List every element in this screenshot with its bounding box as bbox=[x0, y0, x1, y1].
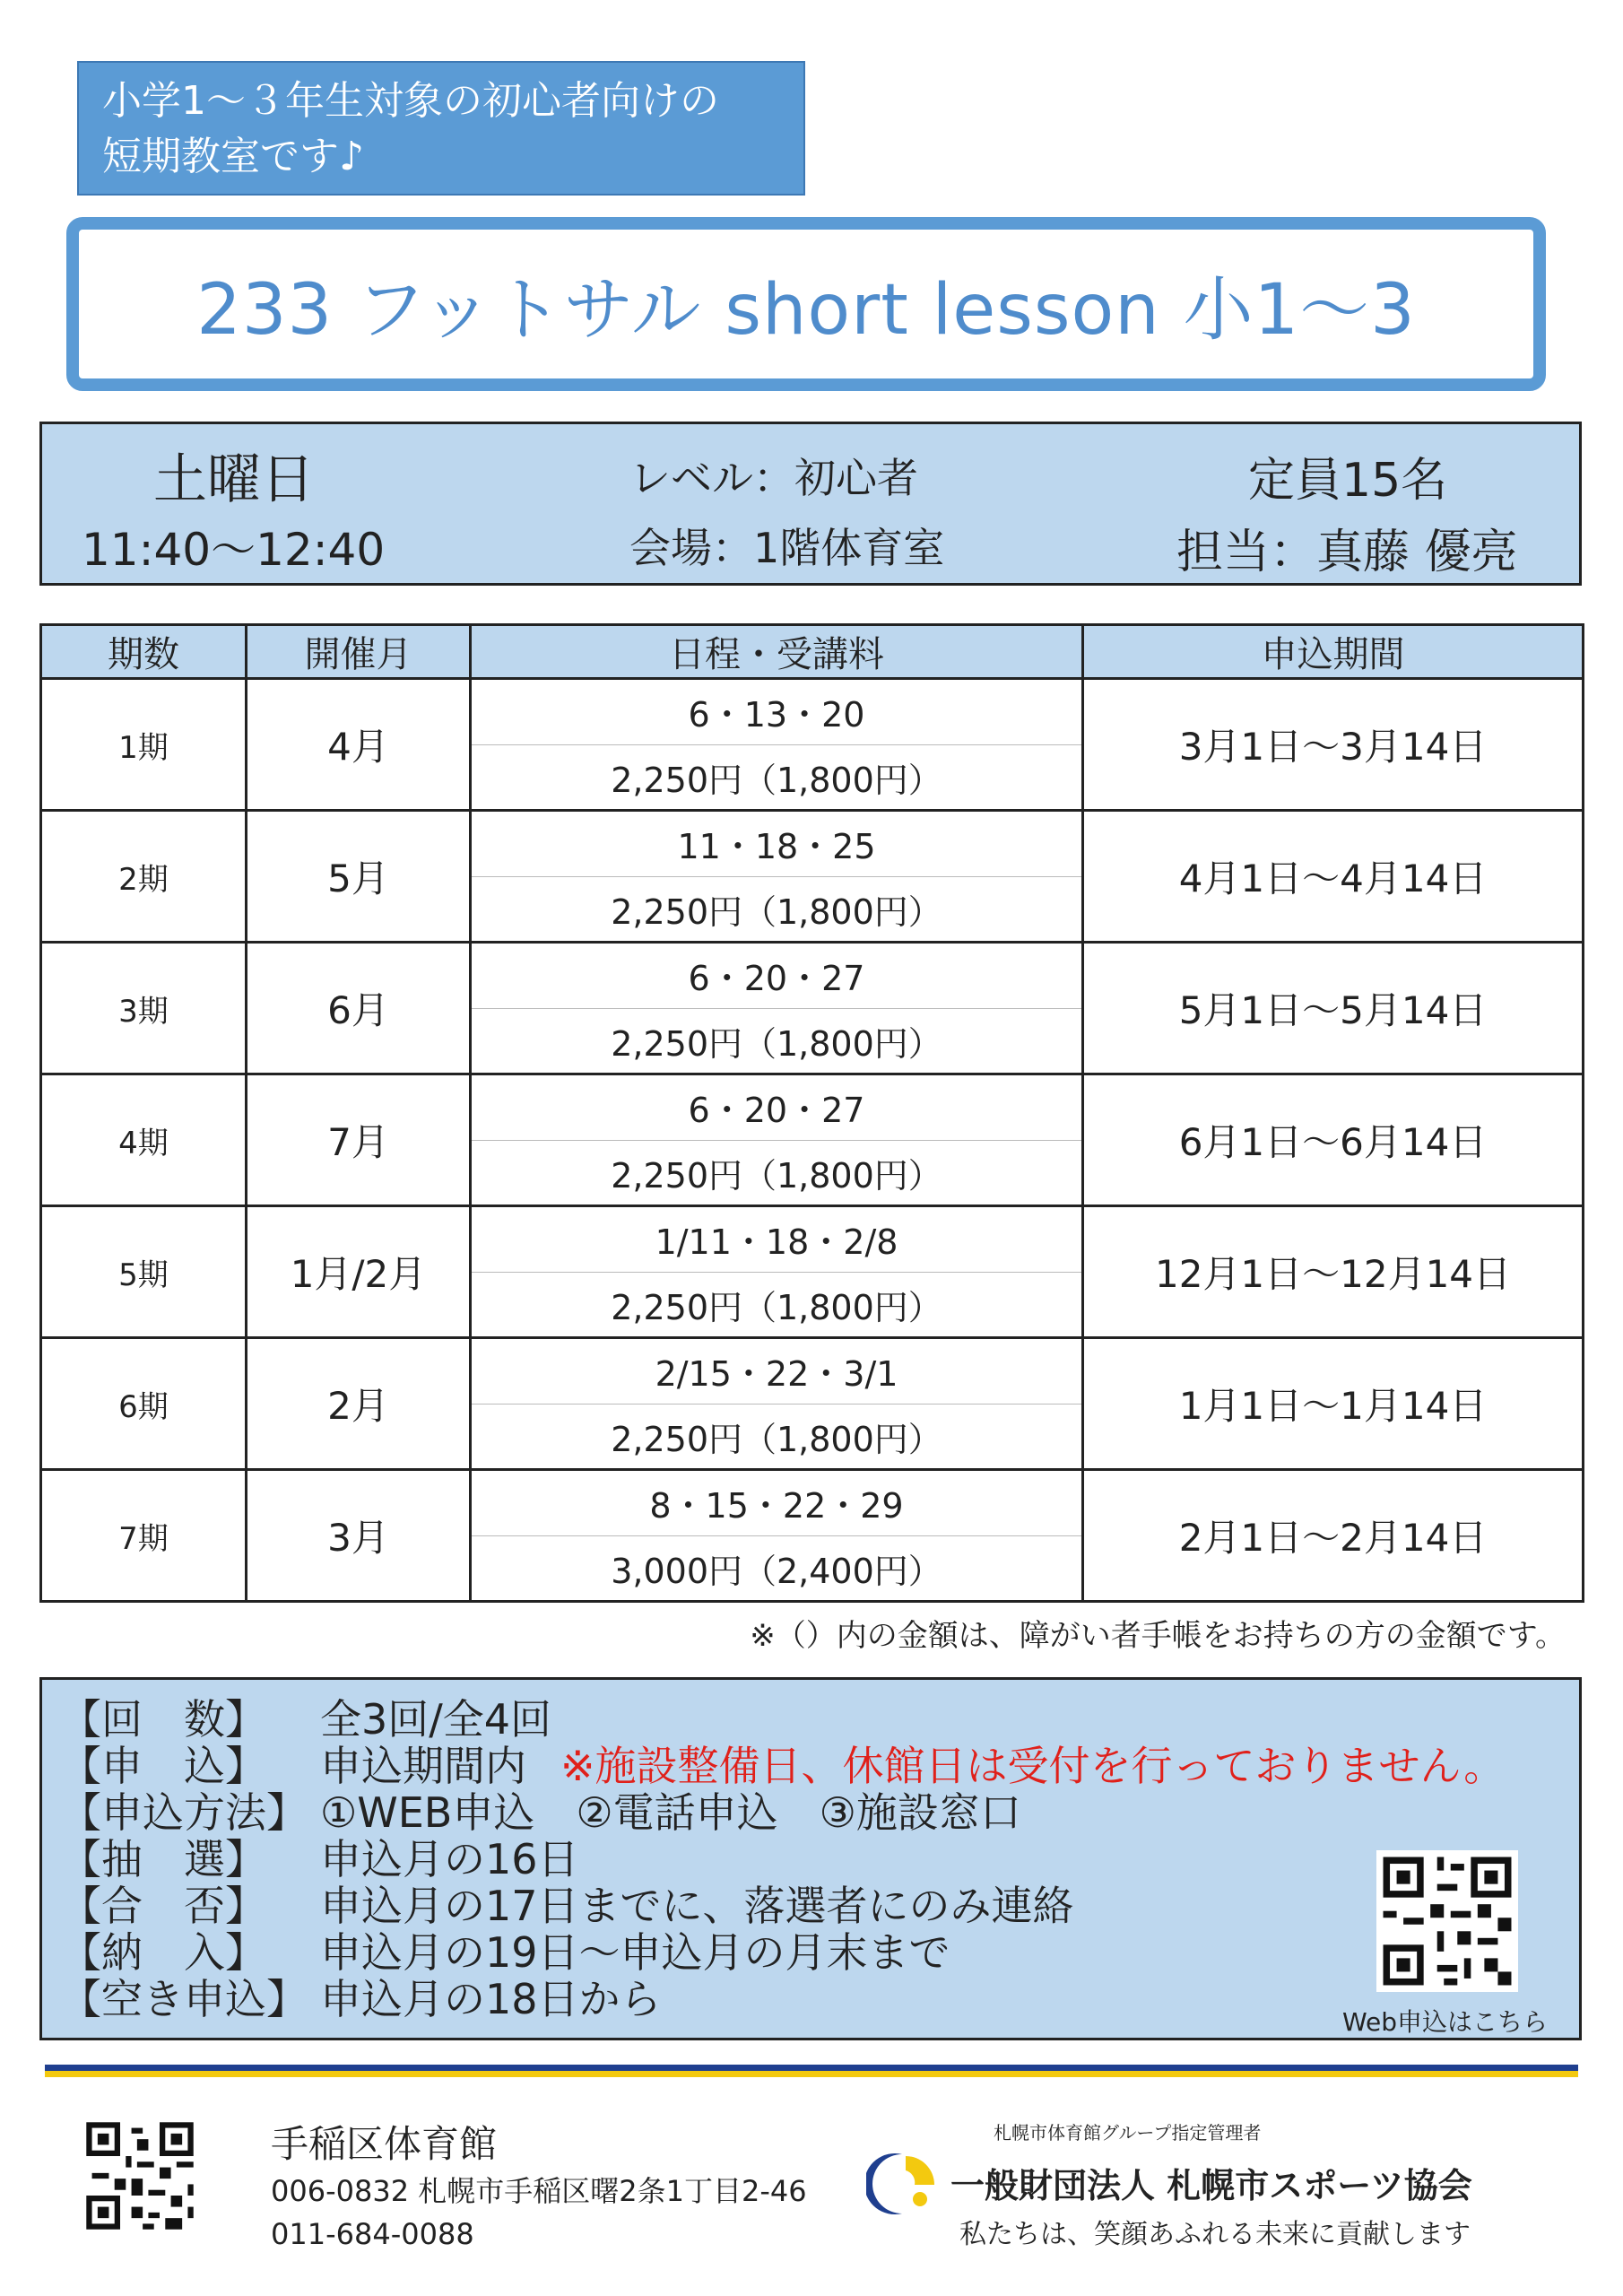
rule-label: 【申 込】 bbox=[60, 1742, 266, 1790]
rule-value: 申込月の19日～申込月の月末まで bbox=[320, 1928, 950, 1977]
table-row bbox=[41, 1206, 1584, 1338]
apply-period-cell: 1月1日～1月14日 bbox=[1083, 1338, 1584, 1470]
class-capacity: 定員15名 bbox=[1248, 454, 1448, 508]
header-term: 期数 bbox=[41, 625, 247, 679]
footer-divider-navy bbox=[45, 2065, 1578, 2071]
class-venue: 会場：1階体育室 bbox=[629, 524, 945, 572]
table-row bbox=[41, 811, 1584, 943]
schedule-fee-cell bbox=[471, 811, 1083, 943]
fee-text: 2,250円（1,800円） bbox=[611, 1287, 942, 1327]
schedule-table bbox=[39, 623, 1584, 1603]
rule-label: 【合 否】 bbox=[60, 1882, 266, 1930]
dates-text: 6・20・27 bbox=[472, 1075, 1081, 1141]
rule-value: 申込期間内 bbox=[320, 1742, 526, 1790]
dates-text: 1/11・18・2/8 bbox=[472, 1207, 1081, 1273]
month-cell: 1月/2月 bbox=[247, 1206, 471, 1338]
rule-label: 【空き申込】 bbox=[60, 1975, 308, 2023]
schedule-fee-cell bbox=[471, 1074, 1083, 1206]
dates-text: 6・20・27 bbox=[472, 944, 1081, 1009]
rule-value: 申込月の16日 bbox=[320, 1835, 579, 1883]
fee-text: 3,000円（2,400円） bbox=[611, 1551, 942, 1591]
term-cell: 3期 bbox=[41, 943, 247, 1074]
facility-qr-icon[interactable] bbox=[81, 2117, 199, 2235]
fee-text: 2,250円（1,800円） bbox=[611, 1155, 942, 1196]
month-cell: 6月 bbox=[247, 943, 471, 1074]
fee-text: 2,250円（1,800円） bbox=[611, 1419, 942, 1459]
intro-line-2: 短期教室です♪ bbox=[102, 134, 365, 179]
rule-label: 【申込方法】 bbox=[60, 1788, 308, 1837]
rule-label: 【回 数】 bbox=[60, 1695, 266, 1744]
table-row bbox=[41, 943, 1584, 1074]
rules-panel bbox=[39, 1677, 1582, 2040]
fee-text: 2,250円（1,800円） bbox=[611, 760, 942, 800]
schedule-fee-cell bbox=[471, 1338, 1083, 1470]
closed-day-warning: ※施設整備日、休館日は受付を行っておりません。 bbox=[560, 1742, 1506, 1790]
dates-text: 2/15・22・3/1 bbox=[472, 1339, 1081, 1405]
term-cell: 1期 bbox=[41, 679, 247, 811]
web-apply-caption: Web申込はこちら bbox=[1342, 2007, 1549, 2037]
organization-name: 一般財団法人 札幌市スポーツ協会 bbox=[950, 2166, 1472, 2205]
rule-value: 申込月の18日から bbox=[320, 1975, 662, 2023]
apply-period-cell: 5月1日～5月14日 bbox=[1083, 943, 1584, 1074]
rule-vacancy bbox=[60, 1967, 662, 2026]
month-cell: 3月 bbox=[247, 1470, 471, 1602]
manager-label: 札幌市体育館グループ指定管理者 bbox=[994, 2122, 1262, 2144]
rule-label: 【抽 選】 bbox=[60, 1835, 266, 1883]
month-cell: 5月 bbox=[247, 811, 471, 943]
intro-line-1: 小学1～３年生対象の初心者向けの bbox=[102, 78, 719, 124]
intro-banner bbox=[77, 61, 805, 196]
table-row bbox=[41, 1338, 1584, 1470]
apply-period-cell: 4月1日～4月14日 bbox=[1083, 811, 1584, 943]
fee-note: ※（）内の金額は、障がい者手帳をお持ちの方の金額です。 bbox=[750, 1618, 1566, 1654]
table-row bbox=[41, 679, 1584, 811]
dates-text: 8・15・22・29 bbox=[472, 1471, 1081, 1536]
term-cell: 4期 bbox=[41, 1074, 247, 1206]
class-day: 土曜日 bbox=[153, 448, 315, 511]
rule-label: 【納 入】 bbox=[60, 1928, 266, 1977]
sports-association-logo-icon bbox=[866, 2151, 938, 2217]
month-cell: 2月 bbox=[247, 1338, 471, 1470]
term-cell: 2期 bbox=[41, 811, 247, 943]
month-cell: 4月 bbox=[247, 679, 471, 811]
apply-period-cell: 12月1日～12月14日 bbox=[1083, 1206, 1584, 1338]
footer-divider-yellow bbox=[45, 2071, 1578, 2077]
facility-name: 手稲区体育館 bbox=[271, 2122, 498, 2166]
page-title: 233 フットサル short lesson 小1～3 bbox=[196, 270, 1416, 351]
class-time: 11:40～12:40 bbox=[82, 524, 386, 576]
facility-address: 006-0832 札幌市手稲区曙2条1丁目2-46 bbox=[271, 2174, 807, 2208]
class-level: レベル：初心者 bbox=[629, 454, 918, 502]
rule-value: 申込月の17日までに、落選者にのみ連絡 bbox=[320, 1882, 1074, 1930]
title-box bbox=[66, 217, 1546, 391]
term-cell: 5期 bbox=[41, 1206, 247, 1338]
table-row bbox=[41, 1470, 1584, 1602]
header-apply-period: 申込期間 bbox=[1083, 625, 1584, 679]
schedule-fee-cell bbox=[471, 943, 1083, 1074]
class-info-panel bbox=[39, 422, 1582, 586]
schedule-fee-cell bbox=[471, 679, 1083, 811]
rule-value: ①WEB申込 ②電話申込 ③施設窓口 bbox=[320, 1788, 1021, 1837]
header-schedule-fee: 日程・受講料 bbox=[471, 625, 1083, 679]
apply-period-cell: 6月1日～6月14日 bbox=[1083, 1074, 1584, 1206]
header-month: 開催月 bbox=[247, 625, 471, 679]
rule-value: 全3回/全4回 bbox=[320, 1695, 552, 1744]
schedule-fee-cell bbox=[471, 1206, 1083, 1338]
dates-text: 6・13・20 bbox=[472, 680, 1081, 745]
term-cell: 7期 bbox=[41, 1470, 247, 1602]
fee-text: 2,250円（1,800円） bbox=[611, 891, 942, 932]
term-cell: 6期 bbox=[41, 1338, 247, 1470]
table-header-row bbox=[41, 625, 1584, 679]
web-apply-qr-icon[interactable] bbox=[1376, 1850, 1518, 1992]
apply-period-cell: 2月1日～2月14日 bbox=[1083, 1470, 1584, 1602]
month-cell: 7月 bbox=[247, 1074, 471, 1206]
schedule-fee-cell bbox=[471, 1470, 1083, 1602]
dates-text: 11・18・25 bbox=[472, 812, 1081, 877]
table-row bbox=[41, 1074, 1584, 1206]
organization-slogan: 私たちは、笑顔あふれる未来に貢献します bbox=[959, 2219, 1471, 2250]
apply-period-cell: 3月1日～3月14日 bbox=[1083, 679, 1584, 811]
fee-text: 2,250円（1,800円） bbox=[611, 1023, 942, 1064]
facility-phone: 011-684-0088 bbox=[271, 2217, 474, 2251]
class-instructor: 担当：真藤 優亮 bbox=[1176, 526, 1518, 579]
